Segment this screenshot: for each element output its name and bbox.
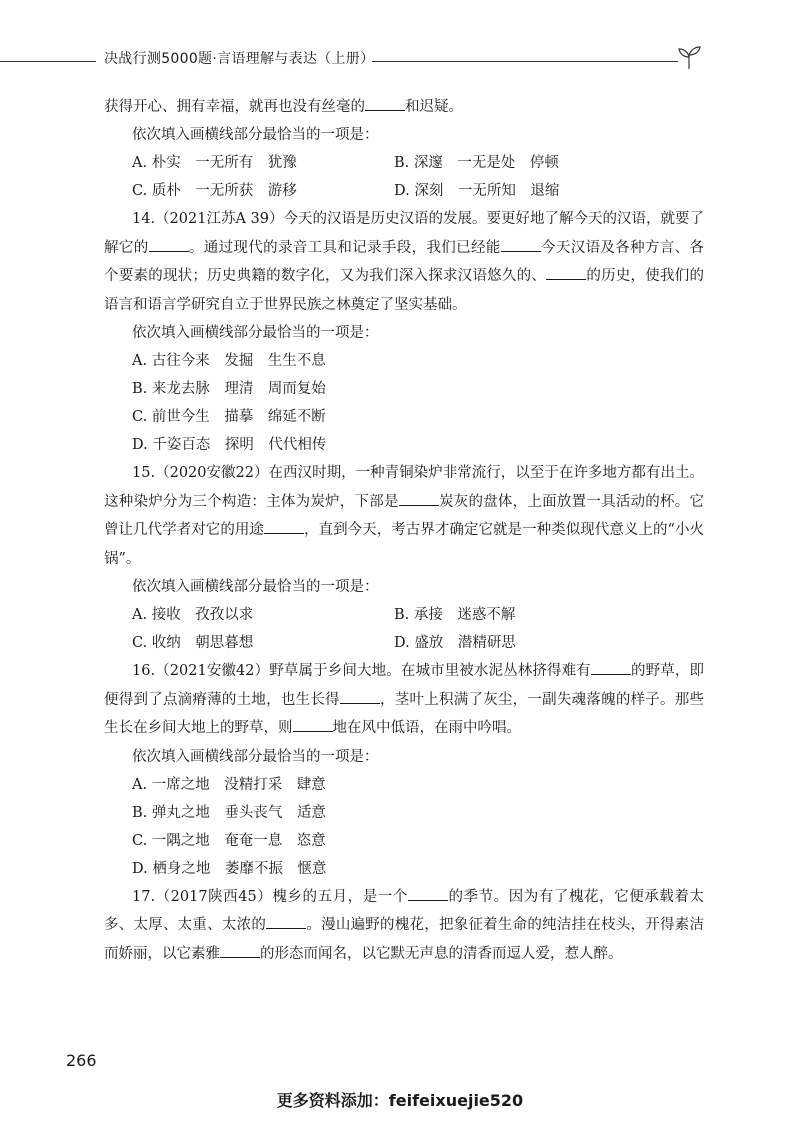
q15-option-d: D. 盛放 潜精研思 <box>394 635 516 651</box>
fill-blank <box>220 943 260 958</box>
q16-option-a: A. 一席之地 没精打采 肆意 <box>132 776 326 793</box>
fill-blank <box>408 886 448 901</box>
q15-prompt: 依次填入画横线部分最恰当的一项是： <box>132 579 379 595</box>
q15-option-c: C. 收纳 朝思暮想 <box>132 635 254 651</box>
q13-option-d: D. 深刻 一无所知 退缩 <box>394 183 560 199</box>
q16-prompt: 依次填入画横线部分最恰当的一项是： <box>132 748 379 765</box>
q14-stem: 14.（2021江苏A 39）今天的汉语是历史汉语的发展。要更好地了解今天的汉语，就要了解它的 。通过现代的录音工具和记录手段，我们已经能 今天汉语及各种方言、各个要素的现状；历史典籍的数字化，又为我们深入探求汉语悠久的、 的历史，使我们的语言和语言学研究自立于世界民族之林奠定了坚实基础。 <box>104 211 705 313</box>
q15-option-a: A. 接收 孜孜以求 <box>132 607 254 623</box>
fill-blank <box>546 265 586 280</box>
sprout-icon <box>676 44 702 70</box>
q13-option-c: C. 质朴 一无所获 游移 <box>132 183 297 199</box>
fill-blank <box>266 914 306 929</box>
q14-prompt: 依次填入画横线部分最恰当的一项是： <box>132 325 379 341</box>
q14-option-d: D. 千姿百态 探明 代代相传 <box>132 437 327 453</box>
page-number: 266 <box>66 1051 97 1070</box>
header-rule-left <box>0 61 96 62</box>
q13-option-a: A. 朴实 一无所有 犹豫 <box>132 155 297 171</box>
q13-options-row-1 <box>104 149 704 177</box>
header-rule-right <box>372 61 678 62</box>
q13-prompt: 依次填入画横线部分最恰当的一项是： <box>132 127 379 143</box>
fill-blank <box>264 519 304 534</box>
fill-blank <box>340 689 380 704</box>
page-content <box>104 93 704 968</box>
q15-option-b: B. 承接 迷惑不解 <box>394 607 516 623</box>
fill-blank <box>591 660 631 675</box>
q13-option-b: B. 深邃 一无是处 停顿 <box>394 155 559 171</box>
q16-stem: 16.（2021安徽42）野草属于乡间大地。在城市里被水泥丛林挤得难有 的野草，即便得到了点滴瘠薄的土地，也生长得 ，茎叶上积满了灰尘，一副失魂落魄的样子。那些生长在乡间大地上的野草，则 地在风中低语，在雨中吟唱。 <box>104 657 704 743</box>
fill-blank <box>293 717 333 732</box>
footer-note: 更多资料添加：feifeixuejie520 <box>276 1091 524 1110</box>
q15-options-row-2 <box>104 629 704 657</box>
running-header <box>0 44 800 74</box>
fill-blank <box>399 491 439 506</box>
fill-blank <box>365 96 405 111</box>
q16-option-c: C. 一隅之地 奄奄一息 恣意 <box>132 832 326 849</box>
q15-stem: 15.（2020安徽22）在西汉时期，一种青铜染炉非常流行，以至于在许多地方都有出土。这种染炉分为三个构造：主体为炭炉，下部是 炭灰的盘体，上面放置一具活动的杯。它曾让几代学者对它的用途 ，直到今天，考古界才确定它就是一种类似现代意义上的“小火锅”。 <box>104 465 705 567</box>
q13-tail-line: 获得开心、拥有幸福，就再也没有丝毫的 和迟疑。 <box>104 93 704 121</box>
header-title: 决战行测5000题·言语理解与表达（上册） <box>104 51 375 67</box>
q13-options-row-2 <box>104 177 704 205</box>
fill-blank <box>149 237 189 252</box>
q15-options-row-1 <box>104 601 704 629</box>
q14-option-b: B. 来龙去脉 理清 周而复始 <box>132 381 326 397</box>
fill-blank <box>501 237 541 252</box>
q16-option-d: D. 栖身之地 萎靡不振 惬意 <box>132 860 327 877</box>
q17-stem: 17.（2017陕西45）槐乡的五月，是一个 的季节。因为有了槐花，它便承载着太多、太厚、太重、太浓的 。漫山遍野的槐花，把象征着生命的纯洁挂在枝头，开得素洁而娇丽，以它素雅 的形态而闻名，以它默无声息的清香而逗人爱，惹人醉。 <box>104 883 704 969</box>
q14-option-c: C. 前世今生 描摹 绵延不断 <box>132 409 326 425</box>
q16-option-b: B. 弹丸之地 垂头丧气 适意 <box>132 804 326 821</box>
q14-option-a: A. 古往今来 发掘 生生不息 <box>132 353 326 369</box>
